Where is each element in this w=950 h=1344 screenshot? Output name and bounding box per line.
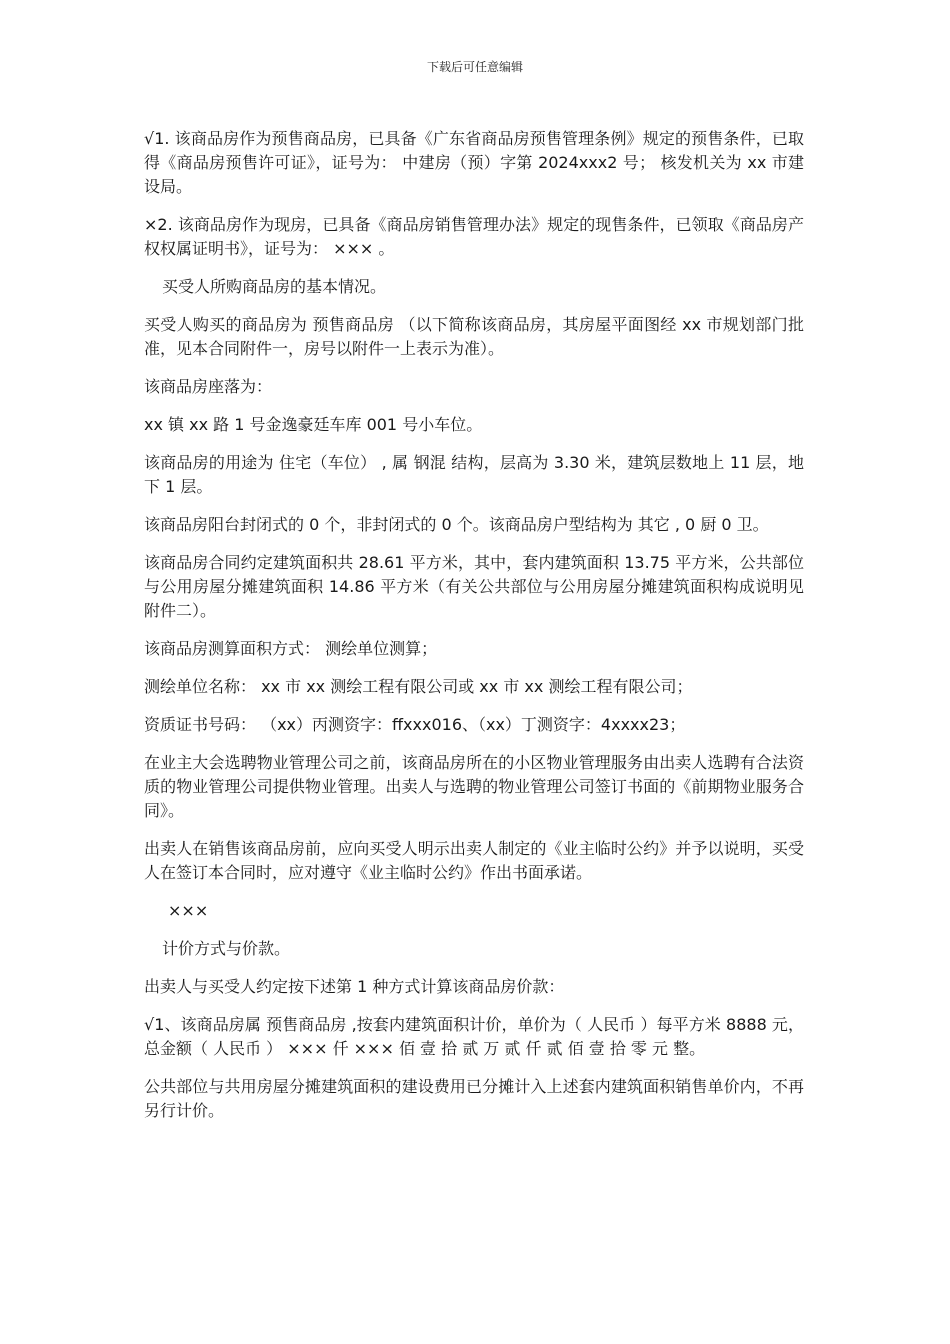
paragraph-balcony: 该商品房阳台封闭式的 0 个，非封闭式的 0 个。该商品房户型结构为 其它 , 0 厨 0 卫。 (144, 515, 769, 534)
section-heading-pricing: 计价方式与价款。 (162, 939, 291, 958)
paragraph-usage: 该商品房的用途为 住宅（车位） , 属 钢混 结构，层高为 3.30 米，建筑层数地上 11 层，地下 1 层。 (144, 453, 804, 496)
paragraph-pricing-detail: √1、该商品房属 预售商品房 ,按套内建筑面积计价，单价为（ 人民币 ）每平方米 8888 元，总金额（ 人民币 ） ××× 仟 ××× 佰 壹 拾 贰 万 贰 仟 贰 佰 壹 拾 零 元 整。 (144, 1015, 804, 1058)
paragraph-shared-cost: 公共部位与共用房屋分摊建筑面积的建设费用已分摊计入上述套内建筑面积销售单价内，不再另行计价。 (144, 1077, 804, 1120)
paragraph-pricing-method: 出卖人与买受人约定按下述第 1 种方式计算该商品房价款： (144, 977, 565, 996)
paragraph-owner-covenant: 出卖人在销售该商品房前，应向买受人明示出卖人制定的《业主临时公约》并予以说明，买受人在签订本合同时，应对遵守《业主临时公约》作出书面承诺。 (144, 839, 804, 882)
paragraph-property-management: 在业主大会选聘物业管理公司之前，该商品房所在的小区物业管理服务由出卖人选聘有合法资质的物业管理公司提供物业管理。出卖人与选聘的物业管理公司签订书面的《前期物业服务合同》。 (144, 753, 804, 820)
paragraph-placeholder: ××× (168, 901, 209, 920)
paragraph-area: 该商品房合同约定建筑面积共 28.61 平方米，其中，套内建筑面积 13.75 平方米，公共部位与公用房屋分摊建筑面积 14.86 平方米（有关公共部位与公用房屋分摊建筑面积构成说明见附件二）。 (144, 553, 804, 620)
section-heading-basic-info: 买受人所购商品房的基本情况。 (162, 277, 387, 296)
document-body (144, 127, 804, 1137)
clause-presale-permit: √1. 该商品房作为预售商品房，已具备《广东省商品房预售管理条例》规定的预售条件，已取得《商品房预售许可证》，证号为： 中建房（预）字第 2024xxx2 号； 核发机关为 xx 市建设局。 (144, 129, 804, 196)
paragraph-location-address: xx 镇 xx 路 1 号金逸豪廷车库 001 号小车位。 (144, 415, 483, 434)
paragraph-survey-unit: 测绘单位名称： xx 市 xx 测绘工程有限公司或 xx 市 xx 测绘工程有限公司； (144, 677, 693, 696)
clause-existing-house: ×2. 该商品房作为现房，已具备《商品房销售管理办法》规定的现售条件，已领取《商品房产权权属证明书》，证号为： ××× 。 (144, 215, 804, 258)
paragraph-location-label: 该商品房座落为： (144, 377, 273, 396)
paragraph-purchase: 买受人购买的商品房为 预售商品房 （以下简称该商品房，其房屋平面图经 xx 市规划部门批准，见本合同附件一，房号以附件一上表示为准）。 (144, 315, 804, 358)
paragraph-measure-method: 该商品房测算面积方式： 测绘单位测算； (144, 639, 438, 658)
paragraph-certificate: 资质证书号码： （xx）丙测资字：ffxxx016、（xx）丁测资字：4xxxx23； (144, 715, 686, 734)
page-header: 下载后可任意编辑 (426, 60, 523, 74)
